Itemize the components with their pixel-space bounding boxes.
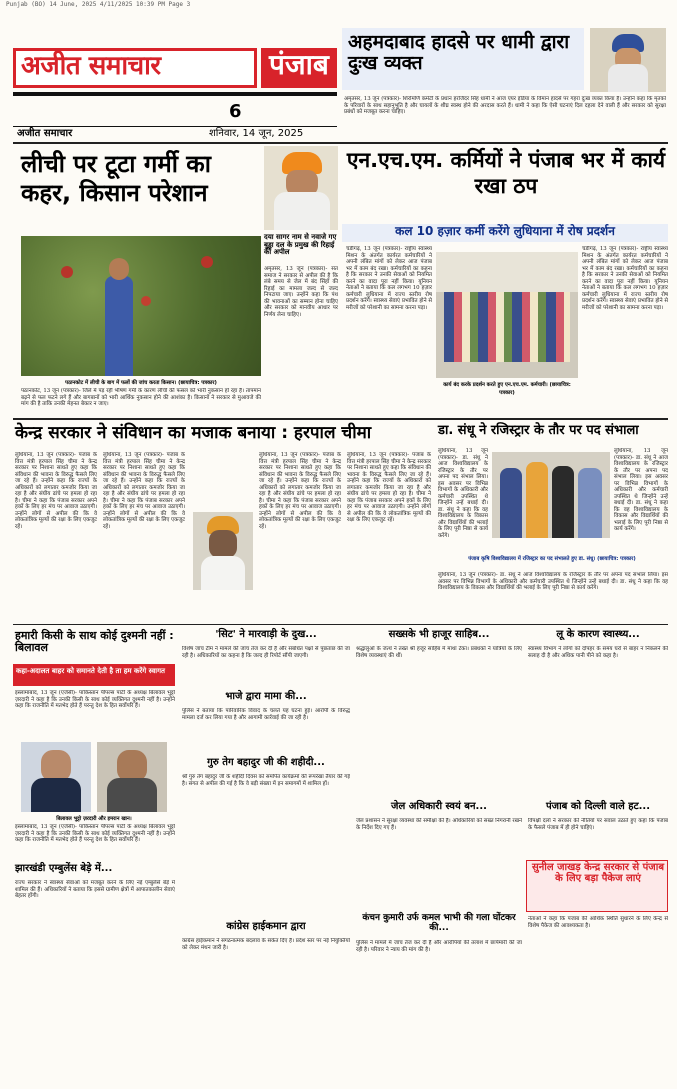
jakhar-body: नेताओं ने कहा कि पंजाब की आर्थिक स्थिति सुधारने के लिए केन्द्र से विशेष पैकेज की आवश्यकता है। — [528, 916, 668, 929]
saksh-body: श्रद्धालुओं के जत्थे ने तख्त श्री हजूर साहिब में माथा टेका। प्रबंधकों ने यात्रियों के लिए विशेष व्यवस्थाएं की थीं। — [356, 646, 522, 659]
ambulance-story — [13, 862, 175, 946]
nhm-subhead: कल 10 हज़ार कर्मी करेंगे लुधियाना में रोष प्रदर्शन — [395, 224, 615, 238]
kanchan-body: पुलिस ने मामले में जांच तेज कर दी है और आरोपियों की तलाश में छापेमारी की जा रही है। परिवार ने न्याय की मांग की है। — [356, 940, 522, 953]
bilawal-subhead: कहा-अदालत बाहर को समानते देती है ता हम करेंगे स्वागत — [16, 667, 166, 675]
masthead-dark-bar — [13, 92, 337, 96]
hajri-story — [180, 920, 350, 1050]
delhi-body: विपक्षी दलों ने सरकार की नीतियों पर सवाल उठाते हुए कहा कि पंजाब के फैसले पंजाब में ही होने चाहिएं। — [528, 818, 668, 831]
divider-2 — [13, 418, 668, 420]
lichi-photo — [21, 236, 261, 376]
sit-body: विशेष जांच टीम ने मामले की जांच तेज कर दी है और संबंधित पक्षों से पूछताछ की जा रही है। अधिकारियों का कहना है कि जल्द ही रिपोर्ट सौंपी जाएगी। — [182, 646, 350, 659]
logo-left: अजीत समाचार — [21, 51, 161, 81]
lu-story — [526, 628, 668, 798]
guru-story — [180, 756, 350, 916]
top-divider — [13, 142, 668, 144]
sant-photo — [264, 146, 338, 230]
sandhu-story — [436, 422, 668, 622]
sandhu-body-left: लुधियाना, 13 जून (पत्रकार)- डा. संधू ने आज विश्वविद्यालय के रजिस्ट्रार के तौर पर अपना पद संभाल लिया। इस अवसर पर विभिन्न विभागों के अधिकारी और कर्मचारी उपस्थित थे जिन्होंने उन्हें बधाई दी। डा. संधू ने कहा कि वह विश्वविद्यालय के विकास और विद्यार्थियों की भलाई के लिए पूरी निष्ठा से कार्य करेंगे। — [438, 448, 488, 539]
lichi-headline: लीची पर टूटा गर्मी का कहर, किसान परेशान — [21, 150, 211, 208]
lichi-caption: पठानकोट में लीची के बाग में फलों की जांच करता किसान। (छायाचित्र: पत्रकार) — [65, 380, 217, 386]
jail-headline: जेल अधिकारी स्वयं बन... — [391, 801, 487, 812]
sit-story — [180, 628, 350, 684]
kanchan-headline: कंचन कुमारी उर्फ कमल भाभी की गला घोंटकर की... — [362, 913, 516, 933]
cheema-body-col3: लुधियाना, 13 जून (पत्रकार)- पंजाब के वित्त मंत्री हरपाल सिंह चीमा ने केन्द्र सरकार पर निशाना साधते हुए कहा कि संविधान की भावना के विरुद्ध फैसले लिए जा रहे हैं। उन्होंने कहा कि राज्यों के अधिकारों को लगातार कमजोर किया जा रहा है और संघीय ढांचे पर हमला हो रहा है। चीमा ने कहा कि पंजाब सरकार अपने हकों के लिए हर मंच पर आवाज उठाएगी। उन्होंने लोगों से अपील की कि वे लोकतांत्रिक मूल्यों की रक्षा के लिए एकजुट रहें। — [259, 452, 341, 530]
sandhu-body-bottom: लुधियाना, 13 जून (पत्रकार)- डा. संधू ने आज विश्वविद्यालय के रजिस्ट्रार के तौर पर अपना पद संभाल लिया। इस अवसर पर विभिन्न विभागों के अधिकारी और कर्मचारी उपस्थित थे जिन्होंने उन्हें बधाई दी। डा. संधू ने कहा कि वह विश्वविद्यालय के विकास और विद्यार्थियों की भलाई के लिए पूरी निष्ठा से कार्य करेंगे। — [438, 572, 668, 591]
ahmedabad-body: अमृतसर, 13 जून (पत्रकार)- शिरोमणि कमेटी के प्रधान हरजिंदर सिंह धामी ने आज एयर इंडिया के विमान हादसे पर गहरा दुःख व्यक्त किया है। उन्होंने कहा कि मृतकों के परिवारों के साथ सहानुभूति है और घायलों के शीघ्र स्वस्थ होने की अरदास करते हैं। धामी ने कहा कि ऐसी घटनाएं दिल दहला देने वाली हैं और सरकार को सुरक्षा प्रबंधों को मजबूत करना चाहिए। — [344, 96, 666, 115]
bilawal-headline: हमारी किसी के साथ कोई दुश्मनी नहीं : बिलावल — [15, 629, 174, 654]
sandhu-caption: पंजाब कृषि विश्वविद्यालय में रजिस्ट्रार का पद संभालते हुए डा. संधू। (छायाचित्र: पत्रकार) — [468, 556, 636, 562]
bilawal-body: इस्लामाबाद, 13 जून (एजेंसी)- पाकिस्तान पीपल्स पार्टी के अध्यक्ष बिलावल भुट्टो ज़रदारी ने कहा है कि उनकी किसी के साथ कोई व्यक्तिगत दुश्मनी नहीं है। उन्होंने कहा कि राजनीति में मतभेद होते हैं परन्तु देश के हित सर्वोपरि हैं। — [15, 690, 175, 709]
page-number: 6 — [229, 101, 242, 122]
delhi-story — [526, 800, 668, 856]
saksh-headline: सख्सके भी हाजूर साहिब... — [388, 629, 490, 640]
sit-headline: 'सिट' ने मारवाड़ी के दुख... — [215, 629, 317, 640]
sandhu-headline: डा. संधू ने रजिस्ट्रार के तौर पर पद संभाला — [438, 423, 639, 438]
cheema-photo — [193, 512, 253, 590]
lichi-story — [13, 146, 261, 414]
lichi-body: पठानकोट, 13 जून (पत्रकार)- जिले में पड़ रही भीषण गर्मी के कारण लीची की फसल को भारी नुकसान हो रहा है। तापमान बढ़ने से फल फटने लगे हैं और बागबानों को भारी आर्थिक नुकसान होने की आशंका है। किसानों ने सरकार से मुआवजे की मांग की है ताकि उनकी मेहनत बेकार न जाए। — [21, 388, 261, 407]
jail-body: जेल प्रशासन ने सुरक्षा व्यवस्था की समीक्षा की है। अधिकारियों को सख्त निगरानी रखने के निर्देश दिए गए हैं। — [356, 818, 522, 831]
nhm-photo — [436, 252, 578, 378]
mama-headline: भाजे द्वारा मामा की... — [225, 691, 307, 702]
jakhar-headline: सुनील जाखड़ केन्द्र सरकार से पंजाब के लिए बड़ा पैकेज लाएं — [531, 862, 665, 884]
imran-photo — [97, 742, 167, 812]
lu-body: स्वास्थ्य विभाग ने लोगों को दोपहर के समय घरों से बाहर न निकलने की सलाह दी है और अधिक पानी पीने को कहा है। — [528, 646, 668, 659]
nhm-headline: एन.एच.एम. कर्मियों ने पंजाब भर में कार्य रखा ठप — [346, 148, 666, 198]
bilawal-caption: बिलावल भुट्टो ज़रदारी और इमरान खान। — [56, 816, 132, 822]
dhami-photo — [590, 28, 666, 92]
guru-body: श्री गुरु तेग बहादुर जी के शहीदी दिवस को समर्पित कार्यक्रमों की रूपरेखा तैयार की गई है। संगत से अपील की गई है कि वे बड़ी संख्या में इन समागमों में शामिल हों। — [182, 774, 350, 787]
divider-3 — [13, 624, 668, 625]
masthead — [13, 14, 337, 140]
bilawal-story — [13, 628, 175, 860]
nhm-body-right: चंडीगढ़, 13 जून (पत्रकार)- राष्ट्रीय स्वास्थ्य मिशन के अंतर्गत कार्यरत कर्मचारियों ने अपनी लंबित मांगों को लेकर आज पंजाब भर में काम बंद रखा। कर्मचारियों का कहना है कि सरकार ने उनकी सेवाओं को नियमित करने का वादा पूरा नहीं किया। यूनियन नेताओं ने बताया कि कल लगभग 10 हज़ार कर्मचारी लुधियाना में राज्य स्तरीय रोष प्रदर्शन करेंगे। स्वास्थ्य सेवाएं प्रभावित होने से मरीजों को परेशानी का सामना करना पड़ा। — [582, 246, 668, 311]
jail-story — [354, 800, 522, 910]
cheema-body-col1: लुधियाना, 13 जून (पत्रकार)- पंजाब के वित्त मंत्री हरपाल सिंह चीमा ने केन्द्र सरकार पर निशाना साधते हुए कहा कि संविधान की भावना के विरुद्ध फैसले लिए जा रहे हैं। उन्होंने कहा कि राज्यों के अधिकारों को लगातार कमजोर किया जा रहा है और संघीय ढांचे पर हमला हो रहा है। चीमा ने कहा कि पंजाब सरकार अपने हकों के लिए हर मंच पर आवाज उठाएगी। उन्होंने लोगों से अपील की कि वे लोकतांत्रिक मूल्यों की रक्षा के लिए एकजुट रहें। — [15, 452, 97, 530]
paper-label: अजीत समाचार — [17, 128, 73, 139]
sant-headline: दया सागर नाम से नवाजे गए बुड्ढा दल के प्रमुख की रिहाई की अपील — [264, 233, 337, 257]
bilawal-photo — [21, 742, 91, 812]
mama-story — [180, 690, 350, 752]
sandhu-body-right: लुधियाना, 13 जून (पत्रकार)- डा. संधू ने आज विश्वविद्यालय के रजिस्ट्रार के तौर पर अपना पद संभाल लिया। इस अवसर पर विभिन्न विभागों के अधिकारी और कर्मचारी उपस्थित थे जिन्होंने उन्हें बधाई दी। डा. संधू ने कहा कि वह विश्वविद्यालय के विकास और विद्यार्थियों की भलाई के लिए पूरी निष्ठा से कार्य करेंगे। — [614, 448, 668, 532]
nhm-story — [342, 146, 668, 414]
ahmedabad-headline: अहमदाबाद हादसे पर धामी द्वारा दुःख व्यक्त — [348, 31, 570, 74]
ambulance-body: राज्य सरकार ने स्वास्थ्य सेवाओं को मजबूत करने के लिए नई एम्बुलेंसें बेड़े में शामिल की हैं। अधिकारियों ने बताया कि इससे ग्रामीण क्षेत्रों में आपातकालीन सेवाएं बेहतर होंगी। — [15, 880, 175, 899]
sandhu-photo — [492, 452, 610, 538]
guru-headline: गुरु तेग बहादुर जी की शहीदी... — [207, 757, 325, 768]
print-line: Punjab (BO) 14 June, 2025 4/11/2025 10:39 PM Page 3 — [6, 1, 191, 8]
date-line: शनिवार, 14 जून, 2025 — [209, 128, 304, 139]
logo-right: पंजाब — [269, 48, 329, 81]
jakhar-story — [526, 860, 668, 1076]
mama-body: पुलिस ने बताया कि पारिवारिक विवाद के चलते यह घटना हुई। आरोपी के विरुद्ध मामला दर्ज कर लिया गया है और आगामी कार्रवाई की जा रही है। — [182, 708, 350, 721]
sant-body: अमृतसर, 13 जून (पत्रकार)- संत समाज ने सरकार से अपील की है कि लंबे समय से जेल में बंद सिंहों की रिहाई का मामला जल्द से जल्द निपटाया जाए। उन्होंने कहा कि पंथ की भावनाओं का सम्मान होना चाहिए और सरकार को मानवीय आधार पर निर्णय लेना चाहिए। — [264, 266, 338, 318]
cheema-body-col4: लुधियाना, 13 जून (पत्रकार)- पंजाब के वित्त मंत्री हरपाल सिंह चीमा ने केन्द्र सरकार पर निशाना साधते हुए कहा कि संविधान की भावना के विरुद्ध फैसले लिए जा रहे हैं। उन्होंने कहा कि राज्यों के अधिकारों को लगातार कमजोर किया जा रहा है और संघीय ढांचे पर हमला हो रहा है। चीमा ने कहा कि पंजाब सरकार अपने हकों के लिए हर मंच पर आवाज उठाएगी। उन्होंने लोगों से अपील की कि वे लोकतांत्रिक मूल्यों की रक्षा के लिए एकजुट रहें। — [347, 452, 431, 523]
bilawal-body-2: इस्लामाबाद, 13 जून (एजेंसी)- पाकिस्तान पीपल्स पार्टी के अध्यक्ष बिलावल भुट्टो ज़रदारी ने कहा है कि उनकी किसी के साथ कोई व्यक्तिगत दुश्मनी नहीं है। उन्होंने कहा कि राजनीति में मतभेद होते हैं परन्तु देश के हित सर्वोपरि हैं। — [15, 824, 175, 843]
saksh-story — [354, 628, 522, 798]
masthead-rule — [13, 126, 337, 127]
nhm-body-left: चंडीगढ़, 13 जून (पत्रकार)- राष्ट्रीय स्वास्थ्य मिशन के अंतर्गत कार्यरत कर्मचारियों ने अपनी लंबित मांगों को लेकर आज पंजाब भर में काम बंद रखा। कर्मचारियों का कहना है कि सरकार ने उनकी सेवाओं को नियमित करने का वादा पूरा नहीं किया। यूनियन नेताओं ने बताया कि कल लगभग 10 हज़ार कर्मचारी लुधियाना में राज्य स्तरीय रोष प्रदर्शन करेंगे। स्वास्थ्य सेवाएं प्रभावित होने से मरीजों को परेशानी का सामना करना पड़ा। — [346, 246, 432, 311]
cheema-headline: केन्द्र सरकार ने संविधान का मजाक बनाया : हरपाल चीमा — [15, 423, 372, 443]
ahmedabad-story — [342, 14, 668, 140]
delhi-headline: पंजाब को दिल्ली वाले हट... — [545, 801, 651, 812]
hajri-body: कांग्रेस हाईकमान ने संगठनात्मक बदलाव के संकेत दिए हैं। प्रदेश स्तर पर नई नियुक्तियों को लेकर मंथन जारी है। — [182, 938, 350, 951]
lu-headline: लू के कारण स्वास्थ्य... — [556, 629, 640, 640]
nhm-caption: कार्य बंद करके प्रदर्शन करते हुए एन.एच.एम. कर्मचारी। (छायाचित्र: पत्रकार) — [443, 382, 571, 396]
cheema-story — [13, 422, 433, 622]
ambulance-headline: झारखंडी एम्बुलेंस बेड़े में... — [15, 863, 113, 874]
cheema-body-col2: लुधियाना, 13 जून (पत्रकार)- पंजाब के वित्त मंत्री हरपाल सिंह चीमा ने केन्द्र सरकार पर निशाना साधते हुए कहा कि संविधान की भावना के विरुद्ध फैसले लिए जा रहे हैं। उन्होंने कहा कि राज्यों के अधिकारों को लगातार कमजोर किया जा रहा है और संघीय ढांचे पर हमला हो रहा है। चीमा ने कहा कि पंजाब सरकार अपने हकों के लिए हर मंच पर आवाज उठाएगी। उन्होंने लोगों से अपील की कि वे लोकतांत्रिक मूल्यों की रक्षा के लिए एकजुट रहें। — [103, 452, 185, 530]
hajri-headline: कांग्रेस हाईकमान द्वारा — [226, 921, 306, 932]
kanchan-story — [354, 912, 522, 1076]
sant-story — [262, 146, 338, 414]
